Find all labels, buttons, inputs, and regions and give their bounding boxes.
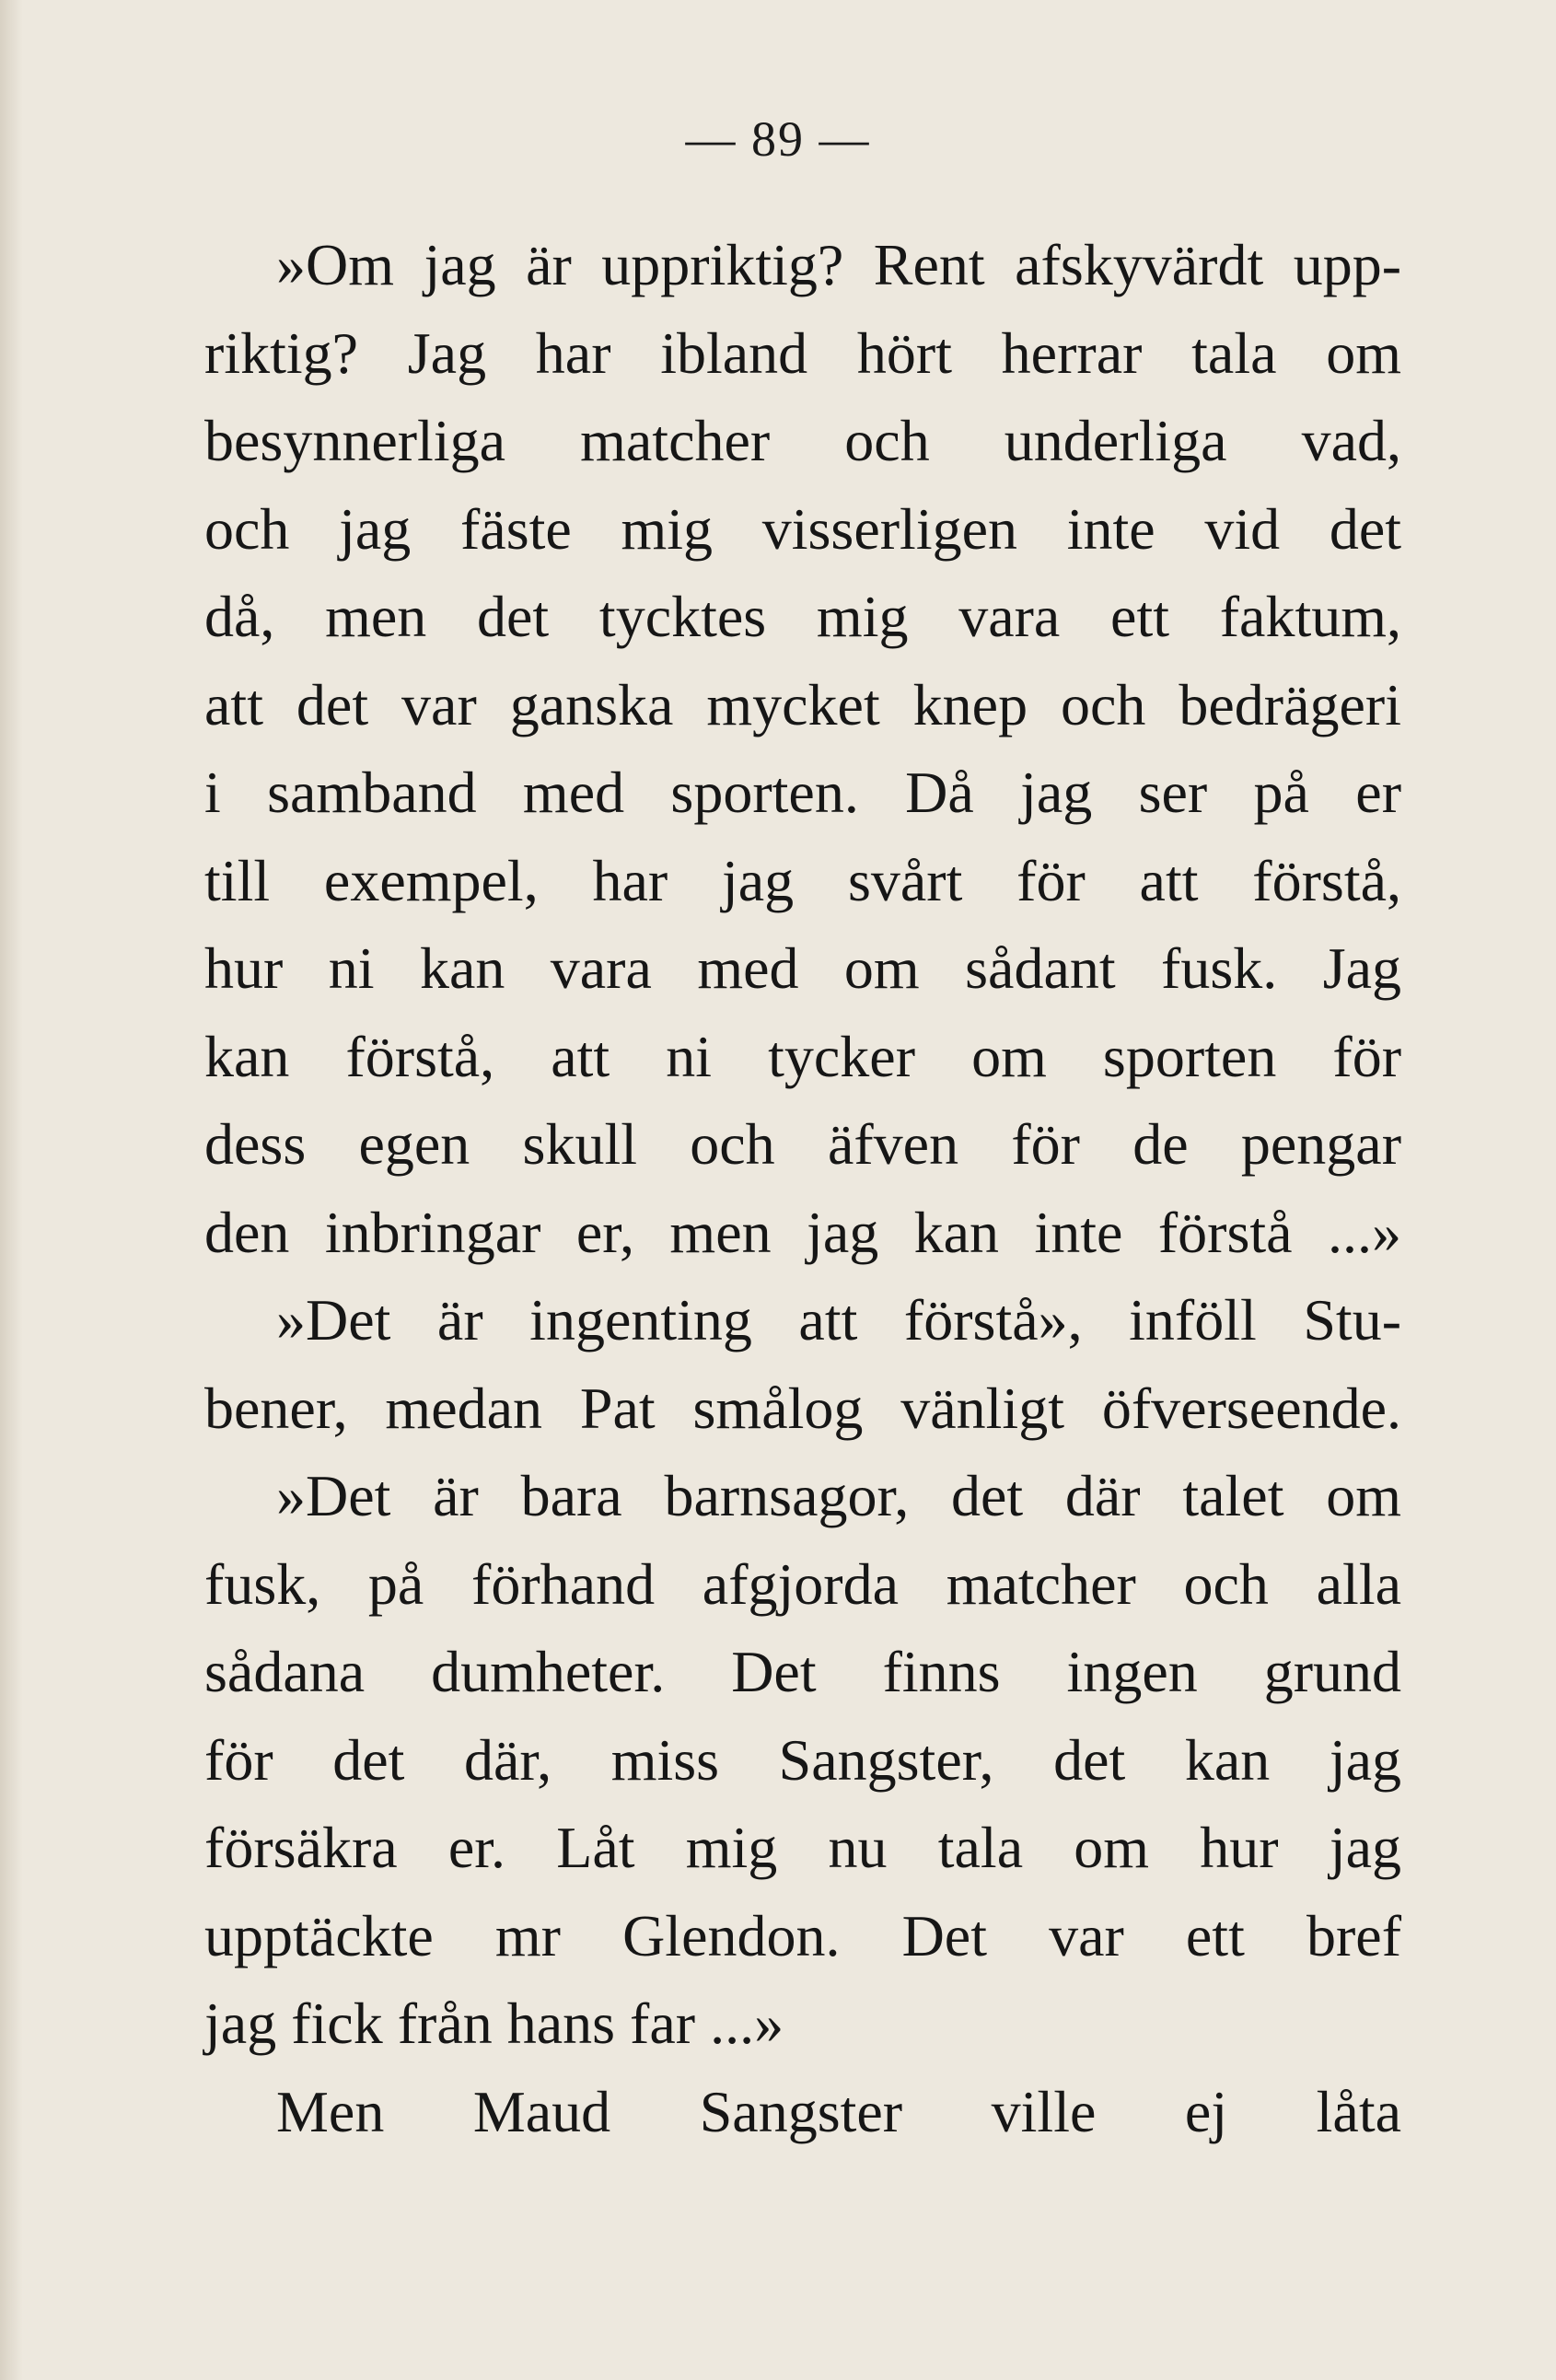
- text-line: besynnerliga matcher och underliga vad,: [204, 408, 1401, 473]
- text-line: »Om jag är uppriktig? Rent afskyvärdt upp-: [276, 232, 1401, 297]
- text-line: till exempel, har jag svårt för att förstå,: [204, 847, 1401, 913]
- body-text: [204, 221, 1401, 2155]
- page-edge: [0, 0, 22, 2380]
- text-line: sådana dumheter. Det finns ingen grund: [204, 1639, 1401, 1704]
- text-line: upptäckte mr Glendon. Det var ett bref: [204, 1902, 1401, 1968]
- text-line: att det var ganska mycket knep och bedrägeri: [204, 671, 1401, 737]
- text-line: och jag fäste mig visserligen inte vid det: [204, 495, 1401, 562]
- text-line: dess egen skull och äfven för de pengar: [204, 1111, 1401, 1177]
- text-line: i samband med sporten. Då jag ser på er: [204, 760, 1401, 825]
- text-line: kan förstå, att ni tycker om sporten för: [204, 1023, 1401, 1089]
- text-line: då, men det tycktes mig vara ett faktum,: [204, 584, 1401, 649]
- text-line: jag fick från hans far ...»: [204, 1991, 784, 2056]
- text-line: bener, medan Pat smålog vänligt öfverseende.: [204, 1375, 1401, 1441]
- text-line: hur ni kan vara med om sådant fusk. Jag: [204, 935, 1401, 1001]
- text-line: »Det är ingenting att förstå», inföll Stu-: [276, 1287, 1401, 1353]
- text-line: »Det är bara barnsagor, det där talet om: [276, 1463, 1401, 1528]
- text-line: för det där, miss Sangster, det kan jag: [204, 1726, 1401, 1793]
- page-number: — 89 —: [685, 111, 871, 167]
- text-line: försäkra er. Låt mig nu tala om hur jag: [204, 1815, 1401, 1880]
- text-line: riktig? Jag har ibland hört herrar tala om: [204, 319, 1401, 386]
- text-line: Men Maud Sangster ville ej låta: [276, 2078, 1401, 2144]
- text-line: den inbringar er, men jag kan inte förstå ...»: [204, 1199, 1401, 1265]
- text-line: fusk, på förhand afgjorda matcher och alla: [204, 1550, 1401, 1617]
